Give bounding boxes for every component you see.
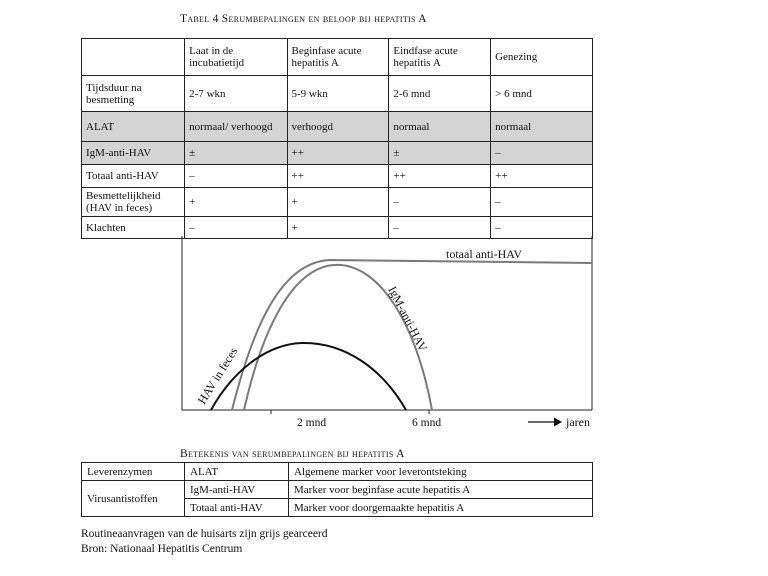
footnote-line: Routineaanvragen van de huisarts zijn grijs gearceerd — [81, 528, 328, 540]
row-label: Besmettelijkheid (HAV in feces) — [82, 188, 185, 217]
legend-row — [82, 463, 593, 481]
header-cell: Eindfase acute hepatitis A — [389, 39, 491, 76]
table-cell: ± — [389, 142, 491, 165]
table-cell: ± — [185, 142, 287, 165]
table-cell: normaal — [389, 112, 491, 142]
tick-label-6mnd: 6 mnd — [412, 417, 442, 429]
table-cell: – — [185, 165, 287, 188]
legend-marker: Totaal anti-HAV — [185, 499, 289, 517]
legend-meaning: Marker voor beginfase acute hepatitis A — [289, 481, 593, 499]
table-cell: 2-6 mnd — [389, 76, 491, 112]
table-cell: verhoogd — [287, 112, 389, 142]
table-cell: – — [491, 142, 593, 165]
table-cell: – — [491, 217, 593, 239]
table-cell: – — [389, 188, 491, 217]
igm-anti-hav-curve — [244, 265, 432, 410]
row-label: Totaal anti-HAV — [82, 165, 185, 188]
row-label: IgM-anti-HAV — [82, 142, 185, 165]
legend-table — [81, 462, 593, 517]
row-label: Klachten — [82, 217, 185, 239]
table-cell: 5-9 wkn — [287, 76, 389, 112]
legend-title: Betekenis van serumbepalingen bij hepatitis A — [180, 448, 405, 460]
table-title: Tabel 4 Serumbepalingen en beloop bij hepatitis A — [180, 13, 427, 25]
row-label: Tijdsduur na besmetting — [82, 76, 185, 112]
hav-in-feces-label: HAV in feces — [194, 344, 241, 407]
table-cell: ++ — [287, 142, 389, 165]
table-cell: ++ — [287, 165, 389, 188]
header-cell: Beginfase acute hepatitis A — [287, 39, 389, 76]
legend-marker: ALAT — [185, 463, 289, 481]
tick-label-2mnd: 2 mnd — [297, 417, 327, 429]
table-cell: + — [185, 188, 287, 217]
legend-meaning: Marker voor doorgemaakte hepatitis A — [289, 499, 593, 517]
table-cell: > 6 mnd — [491, 76, 593, 112]
table-cell: – — [491, 188, 593, 217]
table-cell: – — [389, 217, 491, 239]
totaal-anti-hav-label: totaal anti-HAV — [446, 247, 523, 261]
table-cell: + — [287, 217, 389, 239]
table-cell: – — [185, 217, 287, 239]
legend-category: Virusantistoffen — [82, 481, 185, 517]
legend-marker: IgM-anti-HAV — [185, 481, 289, 499]
legend-category: Leverenzymen — [82, 463, 185, 481]
table-cell: + — [287, 188, 389, 217]
table-cell: ++ — [491, 165, 593, 188]
x-axis-label: jaren — [566, 415, 590, 429]
header-cell: Laat in de incubatietijd — [185, 39, 287, 76]
table-cell: 2-7 wkn — [185, 76, 287, 112]
source-line: Bron: Nationaal Hepatitis Centrum — [81, 543, 243, 555]
legend-meaning: Algemene marker voor leverontsteking — [289, 463, 593, 481]
table-cell: normaal/ verhoogd — [185, 112, 287, 142]
table-cell: ++ — [389, 165, 491, 188]
legend-row — [82, 481, 593, 499]
footnote — [81, 527, 328, 557]
table-cell: normaal — [491, 112, 593, 142]
header-cell: Genezing — [491, 39, 593, 76]
row-label: ALAT — [82, 112, 185, 142]
arrow-right-icon — [554, 418, 562, 427]
igm-anti-hav-label: IgM-anti-HAV — [385, 284, 431, 354]
